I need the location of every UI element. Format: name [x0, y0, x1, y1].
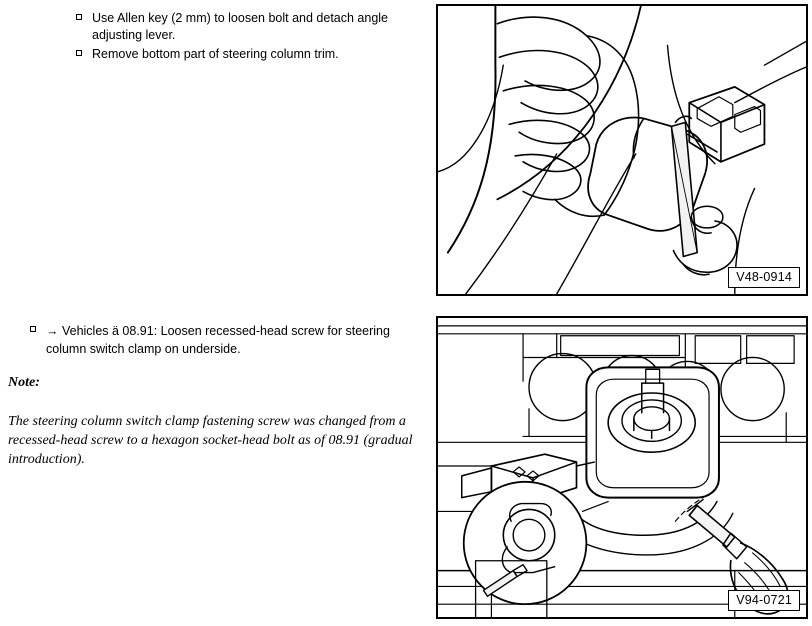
top-step-list	[76, 10, 421, 65]
list-item	[76, 46, 421, 63]
list-item-label: → Vehicles ä 08.91: Loosen recessed-head screw for steering column switch clamp on underside.	[46, 324, 390, 356]
checkbox-square-icon	[76, 50, 82, 56]
figure-top-illustration	[438, 6, 806, 294]
list-item	[76, 10, 421, 44]
bottom-step-list	[30, 322, 430, 360]
note-title: Note:	[8, 375, 40, 390]
figure-bottom	[436, 316, 808, 619]
figure-bottom-illustration	[438, 318, 806, 617]
checkbox-square-icon	[76, 14, 82, 20]
list-item-label: Remove bottom part of steering column trim.	[92, 47, 339, 61]
figure-top	[436, 4, 808, 296]
checkbox-square-icon	[30, 326, 36, 332]
note-body: The steering column switch clamp fastening screw was changed from a recessed-head screw to a hexagon socket-head bolt as of 08.91 (gradual introduction).	[8, 414, 413, 467]
figure-bottom-caption: V94-0721	[728, 590, 800, 611]
figure-top-caption: V48-0914	[728, 267, 800, 288]
list-item	[30, 322, 430, 358]
list-item-label: Use Allen key (2 mm) to loosen bolt and detach angle adjusting lever.	[92, 11, 389, 42]
